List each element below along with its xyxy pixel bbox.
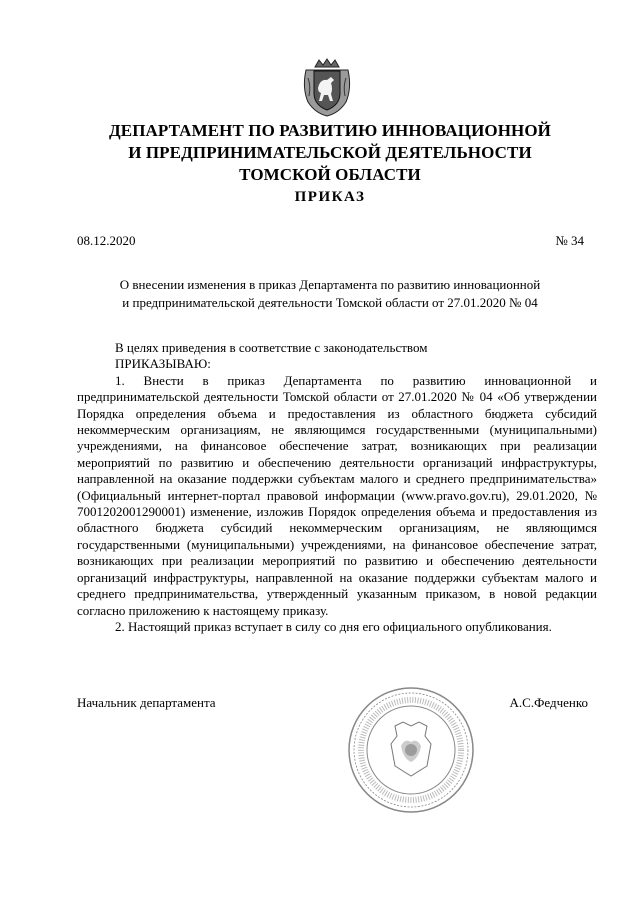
subject-line-1: О внесении изменения в приказ Департамента по развитию инновационной [119, 277, 541, 292]
department-title [60, 120, 600, 186]
dept-title-line-2: И ПРЕДПРИНИМАТЕЛЬСКОЙ ДЕЯТЕЛЬНОСТИ [128, 143, 532, 162]
item-1-paragraph: 1. Внести в приказ Департамента по развитию инновационной и предпринимательской деятельности Томской области от 27.01.2020 № 04 «Об утверждении Порядка определения объема и предоставления из областного бюджета субсидий некоммерческим организациям, не являющимся государственными (муниципальными) учреждениями, на финансовое обеспечение затрат, возникающих при реализации мероприятий по развитию и обеспечению деятельности организаций инфраструктуры, направленной на оказание поддержки субъектам малого и среднего предпринимательства» (Официальный интернет-портал правовой информации (www.pravo.gov.ru), 29.01.2020, № 7001202001290001) изменение, изложив Порядок определения объема и предоставления из областного бюджета субсидий некоммерческим организациям, не являющимся государственными (муниципальными) учреждениями, на финансовое обеспечение затрат, возникающих при реализации мероприятий по развитию и обеспечению деятельности организаций инфраструктуры, направленной на оказание поддержки субъектам малого и среднего предпринимательства, утвержденный указанным приказом, в новой редакции согласно приложению к настоящему приказу. [77, 372, 597, 618]
subject-line-2: и предпринимательской деятельности Томской области от 27.01.2020 № 04 [122, 295, 538, 310]
intro-paragraph: В целях приведения в соответствие с законодательством [115, 340, 428, 355]
dept-title-line-1: ДЕПАРТАМЕНТ ПО РАЗВИТИЮ ИННОВАЦИОННОЙ [108, 121, 552, 140]
signatory-name: А.С.Федченко [509, 695, 588, 710]
document-type: ПРИКАЗ [294, 189, 366, 205]
order-word: ПРИКАЗЫВАЮ: [115, 356, 211, 372]
document-body [77, 340, 597, 635]
signatory-position: Начальник департамента [77, 695, 216, 710]
dept-title-line-3: ТОМСКОЙ ОБЛАСТИ [239, 165, 421, 184]
document-date: 08.12.2020 [77, 233, 136, 248]
coat-of-arms-icon [301, 58, 353, 118]
document-subject [100, 276, 560, 312]
document-number: № 34 [555, 233, 584, 248]
item-2-paragraph: 2. Настоящий приказ вступает в силу со дня его официального опубликования. [115, 618, 552, 634]
official-seal-icon [347, 686, 475, 814]
